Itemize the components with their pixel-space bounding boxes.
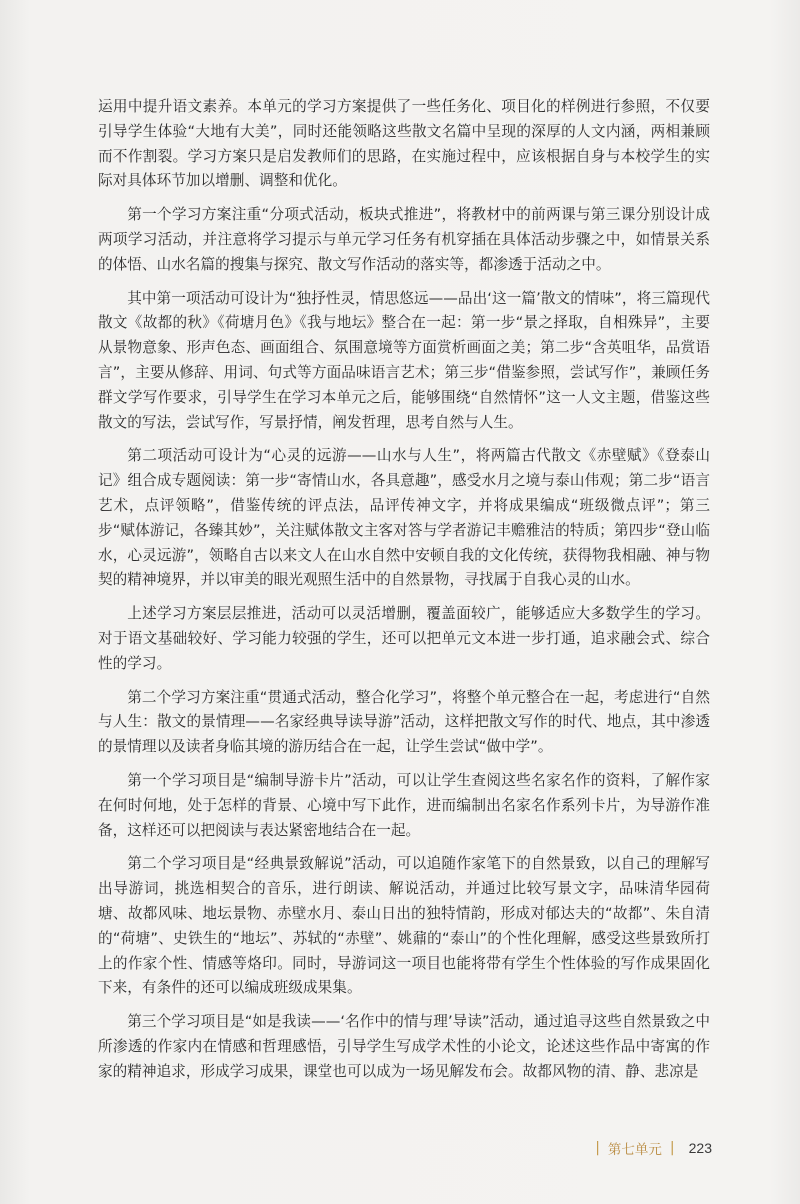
paragraph-activity-one: 其中第一项活动可设计为“独抒性灵，情思悠远——品出‘这一篇’散文的情味”，将三篇现代散文《故都的秋》《荷塘月色》《我与地坛》整合在一起：第一步“景之择取，自相殊异”，主要从景物意象、形声色态、画面组合、氛围意境等方面赏析画面之美；第二步“含英咀华，品赏语言”，主要从修辞、用词、句式等方面品味语言艺术；第三步“借鉴参照，尝试写作”，兼顾任务群文学写作要求，引导学生在学习本单元之后，能够围绕“自然情怀”这一人文主题，借鉴这些散文的写法，尝试写作，写景抒情，阐发哲理，思考自然与人生。 bbox=[98, 289, 710, 431]
paragraph-plan-two-intro: 第二个学习方案注重“贯通式活动，整合化学习”，将整个单元整合在一起，考虑进行“自然与人生：散文的景情理——名家经典导读导游”活动，这样把散文写作的时代、地点，其中渗透的景情理以及读者身临其境的游历结合在一起，让学生尝试“做中学”。 bbox=[98, 688, 710, 756]
paragraph-project-one: 第一个学习项目是“编制导游卡片”活动，可以让学生查阅这些名家名作的资料，了解作家在何时何地，处于怎样的背景、心境中写下此作，进而编制出名家名作系列卡片，为导游作准备，这样还可以把阅读与表达紧密地结合在一起。 bbox=[98, 771, 710, 839]
footer-divider-right: | bbox=[669, 1140, 675, 1156]
footer-divider-left: | bbox=[595, 1140, 600, 1156]
page-footer bbox=[595, 1138, 712, 1158]
paragraph-project-two: 第二个学习项目是“经典景致解说”活动，可以追随作家笔下的自然景致，以自己的理解写出导游词，挑选相契合的音乐，进行朗读、解说活动，并通过比较写景文字，品味清华园荷塘、故都风味、地坛景物、赤壁水月、泰山日出的独特情韵，形成对郁达夫的“故都”、朱自清的“荷塘”、史铁生的“地坛”、苏轼的“赤壁”、姚鼐的“泰山”的个性化理解，感受这些景致所打上的作家个性、情感等烙印。同时，导游词这一项目也能将带有学生个性体验的写作成果固化下来，有条件的还可以编成班级成果集。 bbox=[98, 855, 710, 997]
paragraph-plan-summary: 上述学习方案层层推进，活动可以灵活增删，覆盖面较广，能够适应大多数学生的学习。对于语文基础较好、学习能力较强的学生，还可以把单元文本进一步打通，追求融会式、综合性的学习。 bbox=[98, 605, 710, 672]
paragraph-project-three: 第三个学习项目是“如是我读——‘名作中的情与理’导读”活动，通过追寻这些自然景致之中所渗透的作家内在情感和哲理感悟，引导学生写成学术性的小论文，论述这些作品中寄寓的作家的精神追求，形成学习成果，课堂也可以成为一场见解发布会。故都风物的清、静、悲凉是 bbox=[98, 1013, 710, 1080]
unit-label: 第七单元 bbox=[607, 1142, 662, 1158]
paragraph-continued: 运用中提升语文素养。本单元的学习方案提供了一些任务化、项目化的样例进行参照，不仅要引导学生体验“大地有大美”，同时还能领略这些散文名篇中呈现的深厚的人文内涵，两相兼顾而不作割裂。学习方案只是启发教师们的思路，在实施过程中，应该根据自身与本校学生的实际对具体环节加以增删、调整和优化。 bbox=[98, 98, 710, 190]
paragraph-activity-two: 第二项活动可设计为“心灵的远游——山水与人生”，将两篇古代散文《赤壁赋》《登泰山记》组合成专题阅读：第一步“寄情山水，各具意趣”，感受水月之境与泰山伟观；第二步“语言艺术，点评领略”，借鉴传统的评点法，品评传神文字，并将成果编成“班级微点评”；第三步“赋体游记，各臻其妙”，关注赋体散文主客对答与学者游记丰赡雅洁的特质；第四步“登山临水，心灵远游”，领略自古以来文人在山水自然中安顿自我的文化传统，获得物我相融、神与物契的精神境界，并以审美的眼光观照生活中的自然景物，寻找属于自我心灵的山水。 bbox=[98, 447, 710, 589]
page-number: 223 bbox=[688, 1140, 712, 1156]
body-text bbox=[98, 95, 710, 1093]
paragraph-plan-one-intro: 第一个学习方案注重“分项式活动，板块式推进”，将教材中的前两课与第三课分别设计成两项学习活动，并注意将学习提示与单元学习任务有机穿插在具体活动步骤之中，如情景关系的体悟、山水名篇的搜集与探究、散文写作活动的落实等，都渗透于活动之中。 bbox=[98, 206, 710, 273]
